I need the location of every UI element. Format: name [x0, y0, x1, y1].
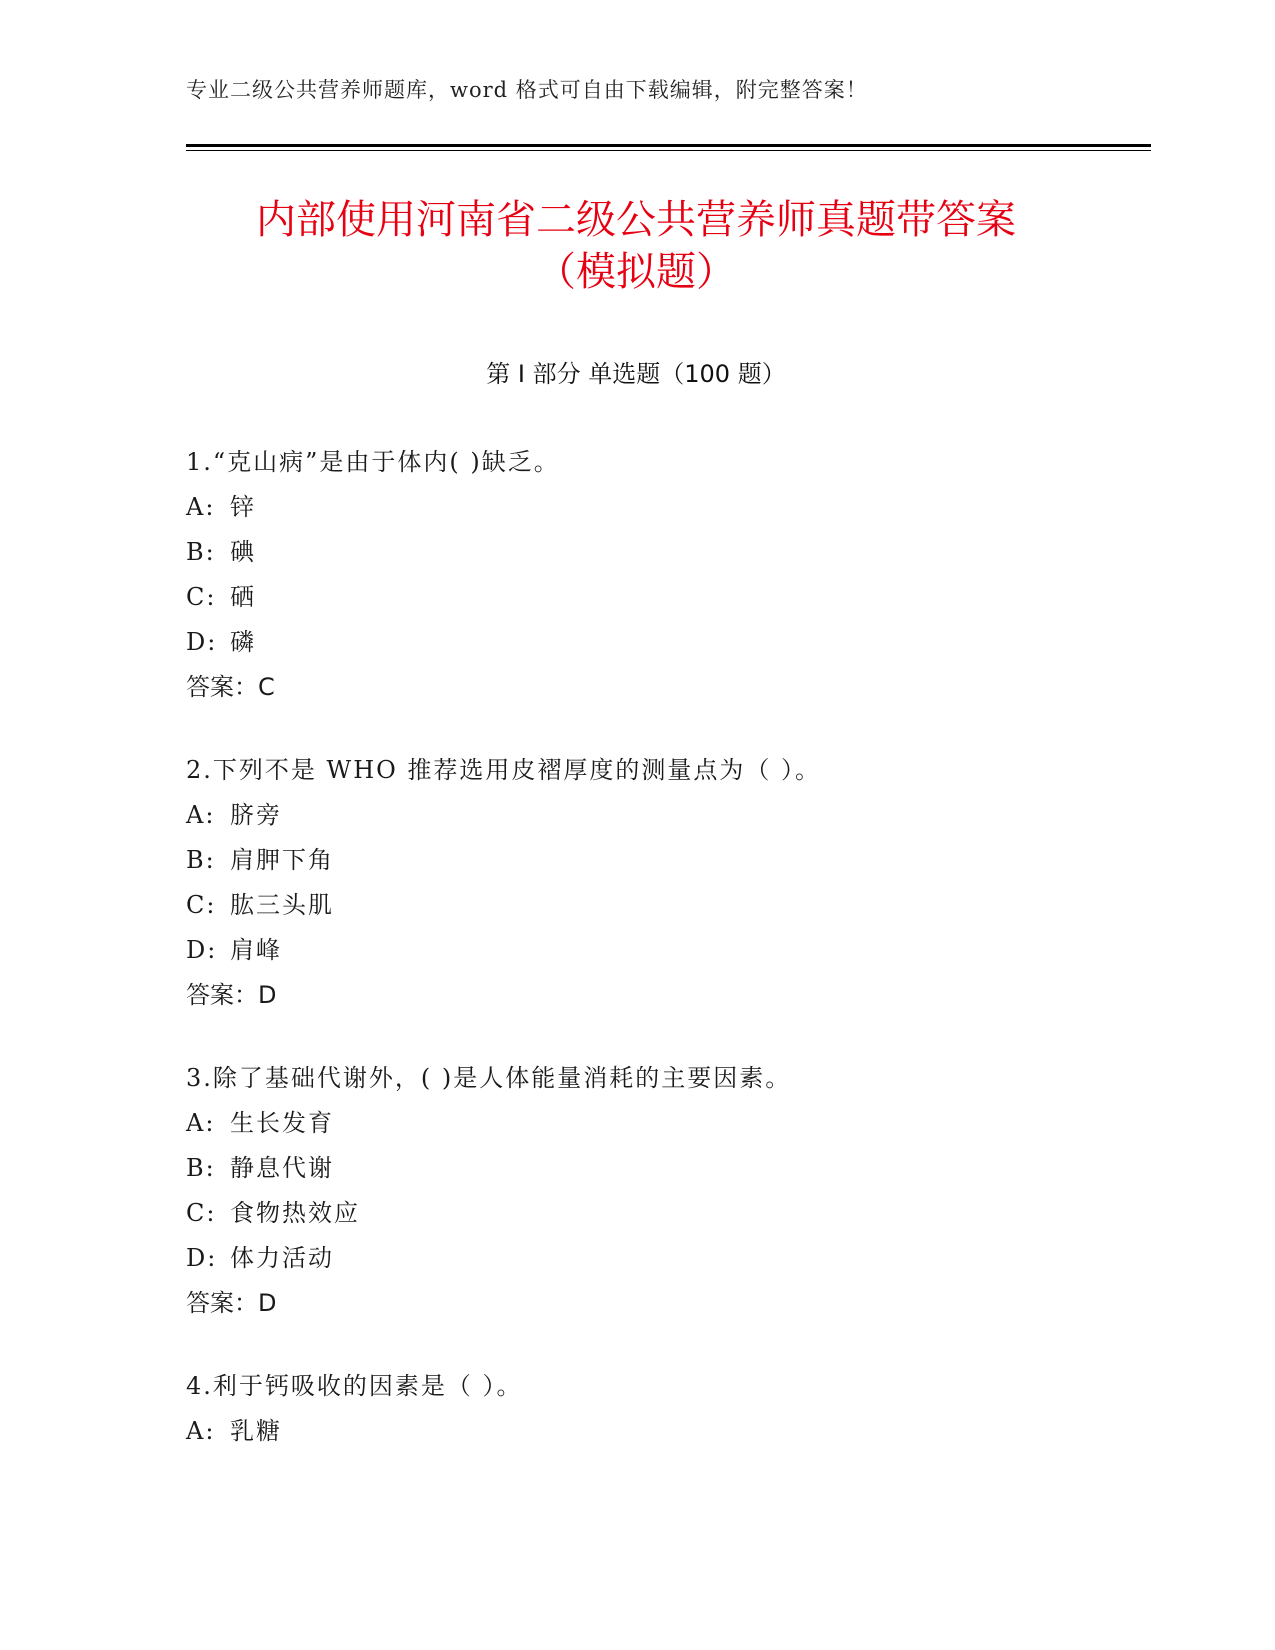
option-c [186, 883, 1126, 928]
document-title-line-2: （模拟题） [536, 249, 736, 295]
question-3 [186, 1056, 1126, 1326]
option-letter: D: [186, 628, 218, 656]
option-b [186, 530, 1126, 575]
answer-line [186, 1281, 1126, 1326]
header-rule-thick [186, 144, 1151, 147]
option-text: 肩峰 [230, 936, 282, 964]
question-2 [186, 748, 1126, 1018]
question-4 [186, 1364, 1126, 1454]
option-text: 体力活动 [230, 1244, 334, 1272]
header-note: 专业二级公共营养师题库，word 格式可自由下载编辑，附完整答案！ [186, 78, 868, 102]
option-letter: C: [186, 891, 217, 919]
option-letter: A: [186, 1417, 216, 1445]
option-d [186, 620, 1126, 665]
answer-value: C [258, 673, 275, 701]
option-a [186, 793, 1126, 838]
option-letter: D: [186, 936, 218, 964]
answer-value: D [258, 981, 277, 1009]
option-text: 脐旁 [230, 801, 282, 829]
option-letter: C: [186, 1199, 217, 1227]
question-stem: 2.下列不是 WHO 推荐选用皮褶厚度的测量点为（ ）。 [186, 756, 822, 784]
section-title: 第 I 部分 单选题（100 题） [486, 360, 786, 388]
option-text: 静息代谢 [230, 1154, 334, 1182]
question-1 [186, 440, 1126, 710]
option-text: 肱三头肌 [230, 891, 334, 919]
option-letter: B: [186, 1154, 216, 1182]
option-text: 磷 [230, 628, 256, 656]
option-text: 乳糖 [230, 1417, 282, 1445]
option-d [186, 1236, 1126, 1281]
document-title-line-1: 内部使用河南省二级公共营养师真题带答案 [256, 197, 1016, 243]
option-text: 肩胛下角 [230, 846, 334, 874]
option-letter: B: [186, 538, 216, 566]
option-text: 锌 [230, 493, 256, 521]
option-letter: A: [186, 801, 216, 829]
question-stem: 1.“克山病”是由于体内( )缺乏。 [186, 448, 560, 476]
option-letter: A: [186, 493, 216, 521]
question-stem: 3.除了基础代谢外，( )是人体能量消耗的主要因素。 [186, 1064, 792, 1092]
header-rule-thin [186, 150, 1151, 151]
option-text: 碘 [230, 538, 256, 566]
option-a [186, 1409, 1126, 1454]
answer-value: D [258, 1289, 277, 1317]
option-c [186, 575, 1126, 620]
answer-label: 答案： [186, 673, 258, 701]
option-text: 食物热效应 [230, 1199, 360, 1227]
option-letter: B: [186, 846, 216, 874]
option-d [186, 928, 1126, 973]
option-a [186, 485, 1126, 530]
option-letter: A: [186, 1109, 216, 1137]
question-stem: 4.利于钙吸收的因素是（ ）。 [186, 1372, 523, 1400]
option-text: 硒 [230, 583, 256, 611]
answer-label: 答案： [186, 1289, 258, 1317]
option-c [186, 1191, 1126, 1236]
document-title [186, 194, 1086, 298]
option-letter: C: [186, 583, 217, 611]
answer-label: 答案： [186, 981, 258, 1009]
option-letter: D: [186, 1244, 218, 1272]
option-b [186, 838, 1126, 883]
option-text: 生长发育 [230, 1109, 334, 1137]
question-list [186, 440, 1126, 1492]
option-b [186, 1146, 1126, 1191]
option-a [186, 1101, 1126, 1146]
answer-line [186, 665, 1126, 710]
answer-line [186, 973, 1126, 1018]
